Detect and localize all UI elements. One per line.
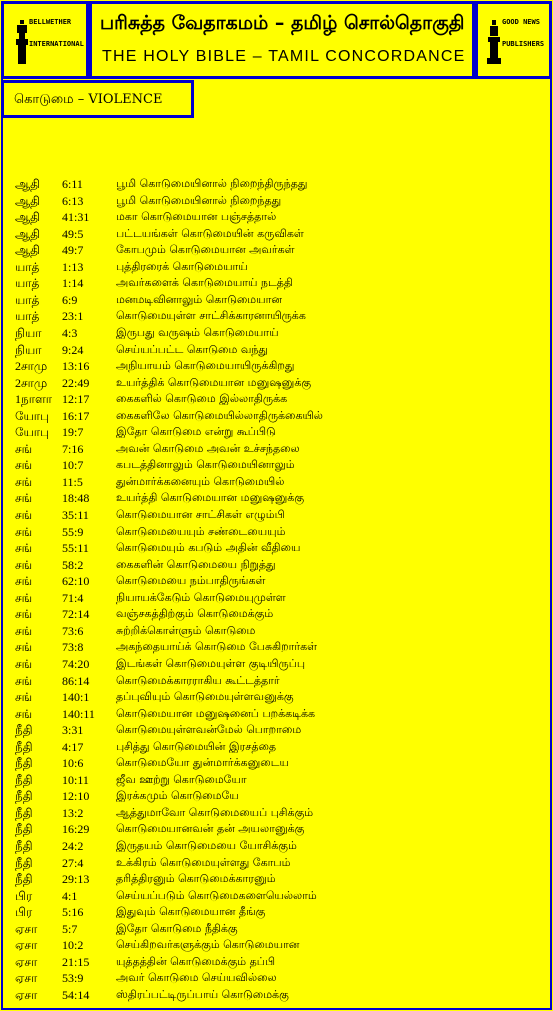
title-english: THE HOLY BIBLE – TAMIL CONCORDANCE	[102, 48, 466, 65]
entry-text: கொடுமையை நம்பாதிருங்கள்	[116, 574, 266, 588]
goodnews-logo	[478, 4, 549, 76]
entry-text: நியாயக்கேடும் கொடுமையுமுள்ள	[116, 590, 286, 604]
entry-book: சங்	[15, 458, 33, 473]
entry-reference: 21:15	[62, 954, 90, 969]
entry-text: யுத்தத்தின் கொடுமைக்கும் தப்பி	[116, 954, 276, 968]
entry-reference: 140:1	[62, 690, 90, 705]
entry-text: இடங்கள் கொடுமையுள்ள குடியிருப்பு	[116, 656, 306, 670]
entry-text: தப்புவியும் கொடுமையுள்ளவனுக்கு	[116, 690, 294, 704]
entry-text: கொடுமையான மனுஷனைப் பறக்கடிக்க	[116, 706, 316, 720]
entry-reference: 5:16	[62, 905, 84, 920]
entry-book: சங்	[15, 474, 33, 489]
entry-text: புத்திரரைக் கொடுமையாய்	[116, 259, 248, 273]
right-logo-box	[475, 1, 552, 79]
entry-reference: 71:4	[62, 590, 84, 605]
entry-reference: 62:10	[62, 574, 90, 589]
entry-book: யாத்	[15, 259, 40, 274]
entry-book: ஆதி	[15, 243, 41, 258]
entry-text: ஜீவ ஊற்று கொடுமையோ	[116, 772, 247, 786]
entry-text: கோபமும் கொடுமையான அவர்கள்	[116, 243, 295, 257]
entry-text: பட்டயங்கள் கொடுமையின் கருவிகள்	[116, 226, 304, 240]
entry-reference: 73:8	[62, 640, 84, 655]
entry-book: யோபு	[15, 425, 50, 440]
entry-book: யாத்	[15, 292, 40, 307]
entry-book: சங்	[15, 441, 33, 456]
entry-book: சங்	[15, 690, 33, 705]
entry-text: கொடுமையும் கபடும் அதின் வீதியை	[116, 541, 301, 555]
entry-book: ஏசா	[15, 921, 38, 936]
entry-reference: 7:16	[62, 441, 84, 456]
entry-reference: 10:2	[62, 938, 84, 953]
entry-reference: 23:1	[62, 309, 84, 324]
entry-reference: 72:14	[62, 607, 90, 622]
entry-book: சங்	[15, 623, 33, 638]
entry-text: கைகளில் கொடுமை இல்லாதிருக்க	[116, 392, 288, 406]
entry-text: கொடுமையோ துன்மார்க்கனுடைய	[116, 756, 289, 770]
entry-reference: 11:5	[62, 474, 83, 489]
entry-book: நீதி	[15, 822, 33, 837]
entry-reference: 13:2	[62, 805, 84, 820]
title-box	[89, 1, 475, 79]
bellwether-logo	[4, 4, 86, 76]
entry-text: பூமி கொடுமையினால் நிறைந்தது	[116, 193, 282, 207]
entry-text: கபடத்தினாலும் கொடுமையினாலும்	[116, 458, 295, 472]
entry-reference: 73:6	[62, 623, 84, 638]
entry-book: சங்	[15, 607, 33, 622]
entry-text: செய்யப்பட்ட கொடுமை வந்து	[116, 342, 268, 356]
entry-reference: 54:14	[62, 987, 90, 1002]
topic-heading: கொடுமை – VIOLENCE	[14, 92, 163, 107]
shepherd-figure-icon	[14, 20, 30, 64]
entry-reference: 86:14	[62, 673, 90, 688]
topic-heading-box	[1, 80, 194, 118]
entry-reference: 35:11	[62, 508, 89, 522]
entry-text: அவன் கொடுமை அவன் உச்சந்தலை	[116, 441, 300, 455]
entry-reference: 12:17	[62, 392, 90, 407]
entry-book: சங்	[15, 524, 33, 539]
entry-reference: 74:20	[62, 656, 90, 671]
entry-book: நீதி	[15, 772, 33, 787]
entry-reference: 10:6	[62, 756, 84, 771]
entry-book: சங்	[15, 557, 33, 572]
entry-book: நீதி	[15, 723, 33, 738]
entry-reference: 41:31	[62, 210, 90, 225]
left-logo-text	[29, 18, 84, 48]
entry-text: இருபது வருஷம் கொடுமையாய்	[116, 325, 279, 339]
entry-text: தரித்திரனும் கொடுமைக்காரனும்	[116, 872, 276, 886]
entry-book: ஆதி	[15, 226, 41, 241]
entry-book: ஆதி	[15, 177, 41, 191]
entry-text: புசித்து கொடுமையின் இரசத்தை	[116, 739, 277, 753]
entry-reference: 12:10	[62, 789, 90, 804]
entry-reference: 9:24	[62, 342, 84, 357]
entry-text: அநியாயம் கொடுமையாயிருக்கிறது	[116, 359, 295, 373]
entry-text: ஸ்திரப்பட்டிருப்பாய் கொடுமைக்கு	[116, 987, 289, 1001]
entry-text: கொடுமைக்காரராகிய கூட்டத்தார்	[116, 673, 280, 687]
entry-book: 2சாமு	[15, 375, 48, 390]
entry-book: சங்	[15, 673, 33, 688]
entry-text: பூமி கொடுமையினால் நிறைந்திருந்தது	[116, 177, 308, 190]
entry-book: நீதி	[15, 872, 33, 887]
right-logo-text	[502, 18, 544, 48]
entry-book: சங்	[15, 541, 33, 556]
entry-text: கைகளிலே கொடுமையில்லாதிருக்கையில்	[116, 408, 323, 422]
entry-book: நியா	[15, 342, 42, 357]
entry-book: சங்	[15, 508, 33, 522]
entry-text: இதோ கொடுமை என்று கூப்பிடு	[116, 425, 276, 439]
entry-reference: 19:7	[62, 425, 84, 440]
entry-book: 1நாளா	[15, 392, 53, 407]
left-logo-line-2: INTERNATIONAL	[29, 40, 84, 48]
entry-text: சுற்றிக்கொள்ளும் கொடுமை	[116, 623, 256, 637]
entry-book: 2சாமு	[15, 359, 48, 374]
entry-reference: 10:11	[62, 772, 89, 787]
entry-reference: 4:1	[62, 888, 78, 903]
entry-text: அவர் கொடுமை செய்யவில்லை	[116, 971, 277, 985]
left-logo-box	[1, 1, 89, 79]
entry-text: கொடுமையானவன் தன் அயலானுக்கு	[116, 822, 305, 836]
entry-text: இதுவும் கொடுமையான தீங்கு	[116, 905, 266, 919]
entry-reference: 4:3	[62, 325, 78, 340]
entry-book: யாத்	[15, 276, 40, 291]
entry-book: யாத்	[15, 309, 40, 324]
entry-reference: 6:9	[62, 292, 78, 307]
entry-text: கொடுமையான சாட்சிகள் எழும்பி	[116, 508, 285, 521]
entry-reference: 1:14	[62, 276, 84, 291]
entry-reference: 29:13	[62, 872, 90, 887]
entry-book: பிர	[15, 905, 33, 920]
entry-reference: 16:29	[62, 822, 90, 837]
entry-reference: 13:16	[62, 359, 90, 374]
entry-text: துன்மார்க்கனையும் கொடுமையில்	[116, 474, 285, 488]
right-logo-line-1: GOOD NEWS	[502, 18, 540, 26]
entry-book: சங்	[15, 640, 33, 655]
entry-reference: 55:11	[62, 541, 89, 556]
title-tamil: பரிசுத்த வேதாகமம் – தமிழ் சொல்தொகுதி	[100, 12, 465, 34]
entry-text: இருதயம் கொடுமையை யோசிக்கும்	[116, 839, 297, 852]
entry-book: நீதி	[15, 739, 33, 754]
entry-book: யோபு	[15, 408, 50, 423]
entry-reference: 55:9	[62, 524, 84, 539]
entry-book: ஏசா	[15, 938, 38, 953]
entry-text: கொடுமையுள்ளவன்மேல் பொறாமை	[116, 723, 302, 737]
right-logo-line-2: PUBLISHERS	[502, 40, 545, 48]
entry-reference: 18:48	[62, 491, 90, 506]
entry-text: அவர்களைக் கொடுமையாய் நடத்தி	[116, 276, 293, 290]
entry-reference: 5:7	[62, 921, 78, 936]
entry-text: வஞ்சகத்திற்கும் கொடுமைக்கும்	[116, 607, 274, 621]
entry-reference: 24:2	[62, 839, 84, 853]
entry-reference: 140:11	[62, 706, 95, 721]
entry-reference: 58:2	[62, 557, 84, 572]
entry-book: சங்	[15, 656, 33, 671]
entry-reference: 49:5	[62, 226, 84, 241]
entry-book: பிர	[15, 888, 33, 903]
entry-reference: 10:7	[62, 458, 84, 473]
entry-text: செய்யப்படும் கொடுமைகளையெல்லாம்	[116, 888, 317, 902]
entry-text: உக்கிரம் கொடுமையுள்ளது கோபம்	[116, 855, 291, 869]
entry-reference: 27:4	[62, 855, 84, 870]
entry-text: உயர்த்தி கொடுமையான மனுஷனுக்கு	[116, 491, 305, 505]
entry-text: கைகளின் கொடுமையை நிறுத்து	[116, 557, 276, 571]
entry-reference: 53:9	[62, 971, 84, 986]
entry-reference: 4:17	[62, 739, 84, 754]
entry-text: கொடுமையையும் சண்டையையும்	[116, 524, 286, 538]
entry-book: நீதி	[15, 805, 33, 820]
entry-reference: 16:17	[62, 408, 90, 423]
entry-book: ஏசா	[15, 954, 38, 969]
entry-book: ஆதி	[15, 193, 41, 208]
entry-text: அகந்தையாய்க் கொடுமை பேசுகிறார்கள்	[116, 640, 318, 654]
entry-book: ஆதி	[15, 210, 41, 225]
entry-text: மகா கொடுமையான பஞ்சத்தால்	[116, 210, 277, 224]
entry-reference: 49:7	[62, 243, 84, 258]
statue-figure-icon	[486, 20, 502, 64]
entry-text: ஆத்துமாவோ கொடுமையைப் புசிக்கும்	[116, 805, 314, 819]
entry-text: கொடுமையுள்ள சாட்சிக்காரனாயிருக்க	[116, 309, 306, 323]
entry-book: சங்	[15, 706, 33, 721]
entry-book: நீதி	[15, 855, 33, 870]
entry-text: மனமடிவினாலும் கொடுமையான	[116, 292, 283, 306]
entry-text: செய்கிறவர்களுக்கும் கொடுமையான	[116, 938, 300, 952]
entry-reference: 6:11	[62, 177, 83, 191]
entry-book: சங்	[15, 491, 33, 506]
left-logo-line-1: BELLWETHER	[29, 18, 72, 26]
entry-reference: 3:31	[62, 723, 84, 738]
entry-reference: 22:49	[62, 375, 90, 390]
entry-book: ஏசா	[15, 987, 38, 1002]
entry-book: நியா	[15, 325, 42, 340]
entry-text: இதோ கொடுமை நீதிக்கு	[116, 921, 238, 935]
entry-text: இரக்கமும் கொடுமையே	[116, 789, 239, 803]
entry-book: நீதி	[15, 756, 33, 771]
entry-text: உயர்த்திக் கொடுமையான மனுஷனுக்கு	[116, 375, 312, 389]
entry-reference: 6:13	[62, 193, 84, 208]
entry-book: சங்	[15, 574, 33, 589]
entry-book: நீதி	[15, 789, 33, 804]
entry-book: ஏசா	[15, 971, 38, 986]
entry-reference: 1:13	[62, 259, 84, 274]
entry-book: நீதி	[15, 839, 33, 853]
entry-book: சங்	[15, 590, 33, 605]
